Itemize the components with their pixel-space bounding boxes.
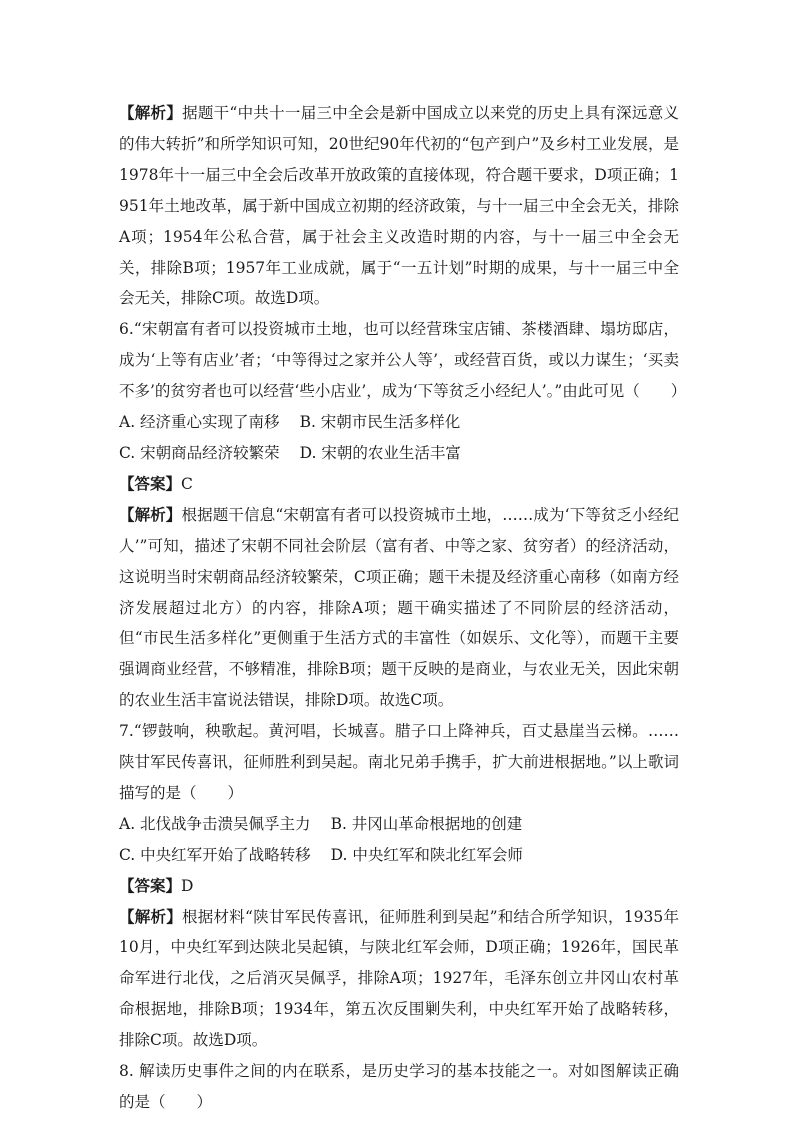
question-7: 7.“锣鼓响，秧歌起。黄河唱，长城喜。腊子口上降神兵，百丈悬崖当云梯。……陕甘军民传喜讯，征师胜利到吴起。南北兄弟手携手，扩大前进根据地。”以上歌词描写的是（ ） — [119, 722, 679, 802]
analysis-q5 — [119, 98, 679, 314]
question-8: 8. 解读历史事件之间的内在联系，是历史学习的基本技能之一。对如图解读正确的是（ ） — [119, 1062, 679, 1111]
analysis-text: 据题干“中共十一届三中全会是新中国成立以来党的历史上具有深远意义的伟大转折”和所学知识可知，20世纪90年代初的“包产到户”及乡村工业发展，是1978年十一届三中全会后改革开放政策的直接体现，符合题干要求，D项正确；1951年土地改革，属于新中国成立初期的经济政策，与十一届三中全会无关，排除A项；1954年公私合营，属于社会主义改造时期的内容，与十一届三中全会无关，排除B项；1957年工业成就，属于“一五计划”时期的成果，与十一届三中全会无关，排除C项。故选D项。 — [119, 104, 679, 308]
option-d: D. 宋朝的农业生活丰富 — [299, 443, 461, 462]
document-page — [119, 98, 687, 1118]
option-c: C. 宋朝商品经济较繁荣 — [119, 443, 280, 462]
answer-tag: 【答案】 — [119, 875, 182, 895]
option-a: A. 经济重心实现了南移 — [119, 413, 280, 432]
options-row — [119, 438, 679, 469]
answer-tag: 【答案】 — [119, 473, 182, 493]
answer-q6 — [119, 469, 679, 500]
answer-q7 — [119, 871, 679, 902]
options-row — [119, 809, 679, 840]
analysis-text: 根据题干信息“宋朝富有者可以投资城市土地，……成为‘下等贫乏小经纪人’”可知，描述了宋朝不同社会阶层（富有者、中等之家、贫穷者）的经济活动，这说明当时宋朝商品经济较繁荣，C项正确；题干未提及经济重心南移（如南方经济发展超过北方）的内容，排除A项；题干确实描述了不同阶层的经济活动，但“市民生活多样化”更侧重于生活方式的丰富性（如娱乐、文化等），而题干主要强调商业经营，不够精准，排除B项；题干反映的是商业，与农业无关，因此宋朝的农业生活丰富说法错误，排除D项。故选C项。 — [119, 505, 679, 710]
option-b: B. 宋朝市民生活多样化 — [299, 413, 461, 432]
options-row — [119, 407, 679, 438]
answer-text: D — [181, 876, 194, 895]
analysis-text: 根据材料“陕甘军民传喜讯，征师胜利到吴起”和结合所学知识，1935年10月，中央红军到达陕北吴起镇，与陕北红军会师，D项正确；1926年，国民革命军进行北伐，之后消灭吴佩孚，排除A项；1927年，毛泽东创立井冈山农村革命根据地，排除B项；1934年，第五次反围剿失利，中央红军开始了战略转移，排除C项。故选D项。 — [119, 907, 679, 1050]
analysis-q7 — [119, 902, 679, 1057]
options-row — [119, 840, 679, 871]
analysis-q6 — [119, 500, 679, 716]
option-c: C. 中央红军开始了战略转移 — [119, 845, 311, 864]
option-d: D. 中央红军和陕北红军会师 — [330, 845, 523, 864]
option-b: B. 井冈山革命根据地的创建 — [330, 814, 523, 833]
analysis-tag: 【解析】 — [119, 504, 182, 524]
analysis-tag: 【解析】 — [119, 103, 183, 122]
question-6: 6.“宋朝富有者可以投资城市土地，也可以经营珠宝店铺、茶楼酒肆、塌坊邸店，成为‘上等有店业’者；‘中等得过之家并公人等’，或经营百货，或以力谋生；‘买卖不多’的贫穷者也可以经营‘些小店业’，成为‘下等贫乏小经纪人’。”由此可见（ ） — [119, 320, 687, 401]
option-a: A. 北伐战争击溃吴佩孚主力 — [119, 814, 311, 833]
analysis-tag: 【解析】 — [119, 906, 183, 926]
answer-text: C — [181, 474, 193, 493]
